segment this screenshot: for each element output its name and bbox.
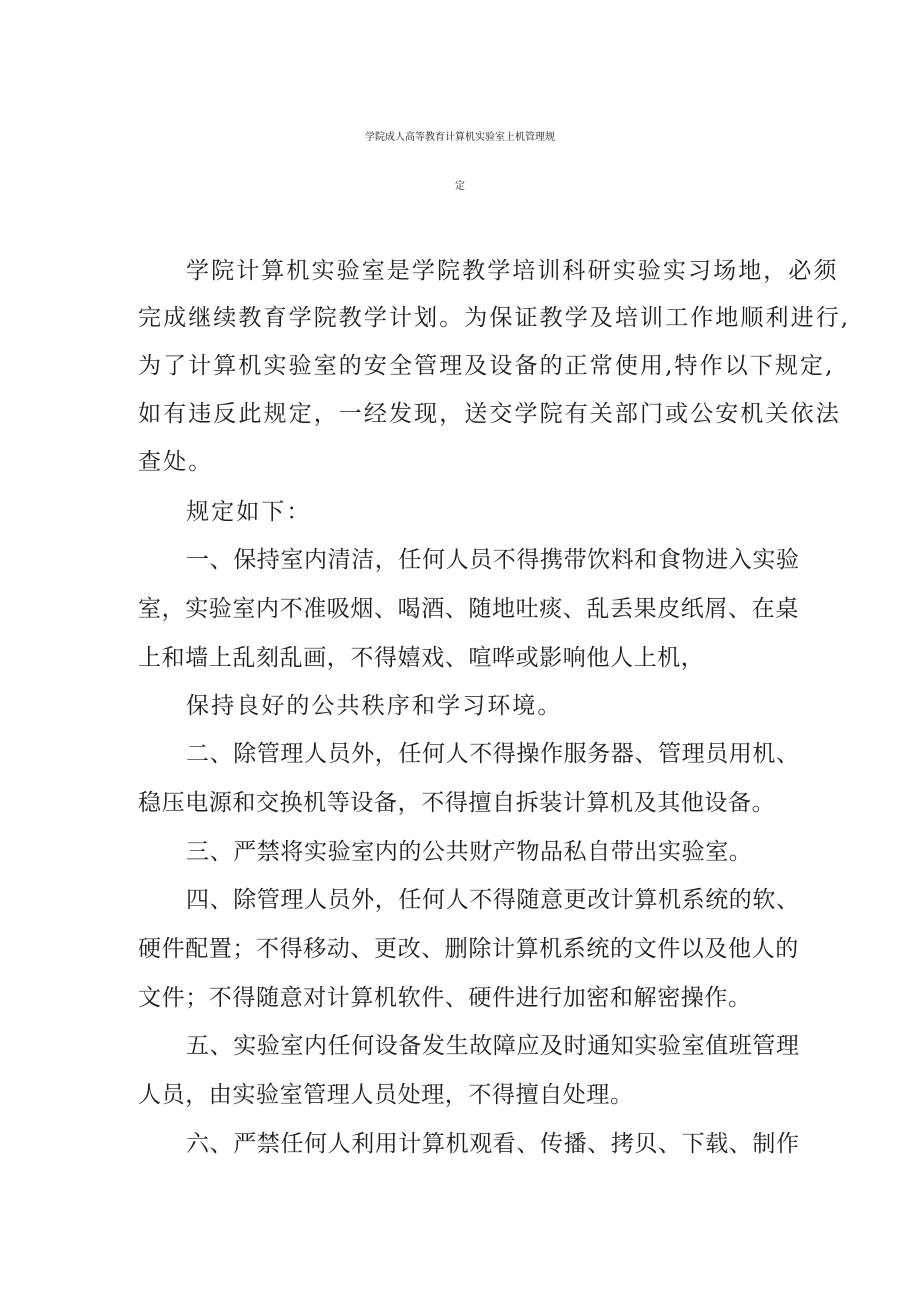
rule-3: 三、严禁将实验室内的公共财产物品私自带出实验室。 (186, 839, 753, 865)
intro-line-3: 为了计算机实验室的安全管理及设备的正常使用,特作以下规定, (138, 353, 835, 379)
rule-1-line-1: 一、保持室内清洁，任何人员不得携带饮料和食物进入实验 (186, 547, 800, 573)
rule-2-line-2: 稳压电源和交换机等设备，不得擅自拆装计算机及其他设备。 (138, 790, 776, 816)
intro-line-2: 完成继续教育学院教学计划。为保证教学及培训工作地顺利进行, (138, 305, 851, 331)
rule-6-line-1: 六、严禁任何人利用计算机观看、传播、拷贝、下载、制作 (186, 1131, 800, 1157)
intro-line-5: 查处。 (138, 449, 214, 475)
rule-1-continuation: 保持良好的公共秩序和学习环境。 (186, 693, 563, 719)
rule-1-line-3: 上和墙上乱刻乱画，不得嬉戏、喧哗或影响他人上机， (138, 645, 705, 671)
document-title-line-1: 学院成人高等教育计算机实验室上机管理规 (365, 132, 555, 143)
document-title-line-2: 定 (455, 181, 465, 192)
rule-5-line-1: 五、实验室内任何设备发生故障应及时通知实验室值班管理 (186, 1033, 800, 1059)
intro-line-1: 学院计算机实验室是学院教学培训科研实验实习场地，必须 (186, 258, 839, 284)
rule-4-line-2: 硬件配置；不得移动、更改、删除计算机系统的文件以及他人的 (138, 936, 799, 962)
rule-4-line-3: 文件；不得随意对计算机软件、硬件进行加密和解密操作。 (138, 985, 752, 1011)
rule-1-line-2: 室，实验室内不准吸烟、喝酒、随地吐痰、乱丢果皮纸屑、在桌 (138, 596, 799, 622)
rule-4-line-1: 四、除管理人员外，任何人不得随意更改计算机系统的软、 (186, 887, 800, 913)
rules-heading: 规定如下： (186, 499, 312, 525)
rule-2-line-1: 二、除管理人员外，任何人不得操作服务器、管理员用机、 (186, 741, 800, 767)
rule-5-line-2: 人员，由实验室管理人员处理，不得擅自处理。 (138, 1082, 634, 1108)
intro-line-4: 如有违反此规定，一经发现，送交学院有关部门或公安机关依法 (138, 401, 841, 427)
